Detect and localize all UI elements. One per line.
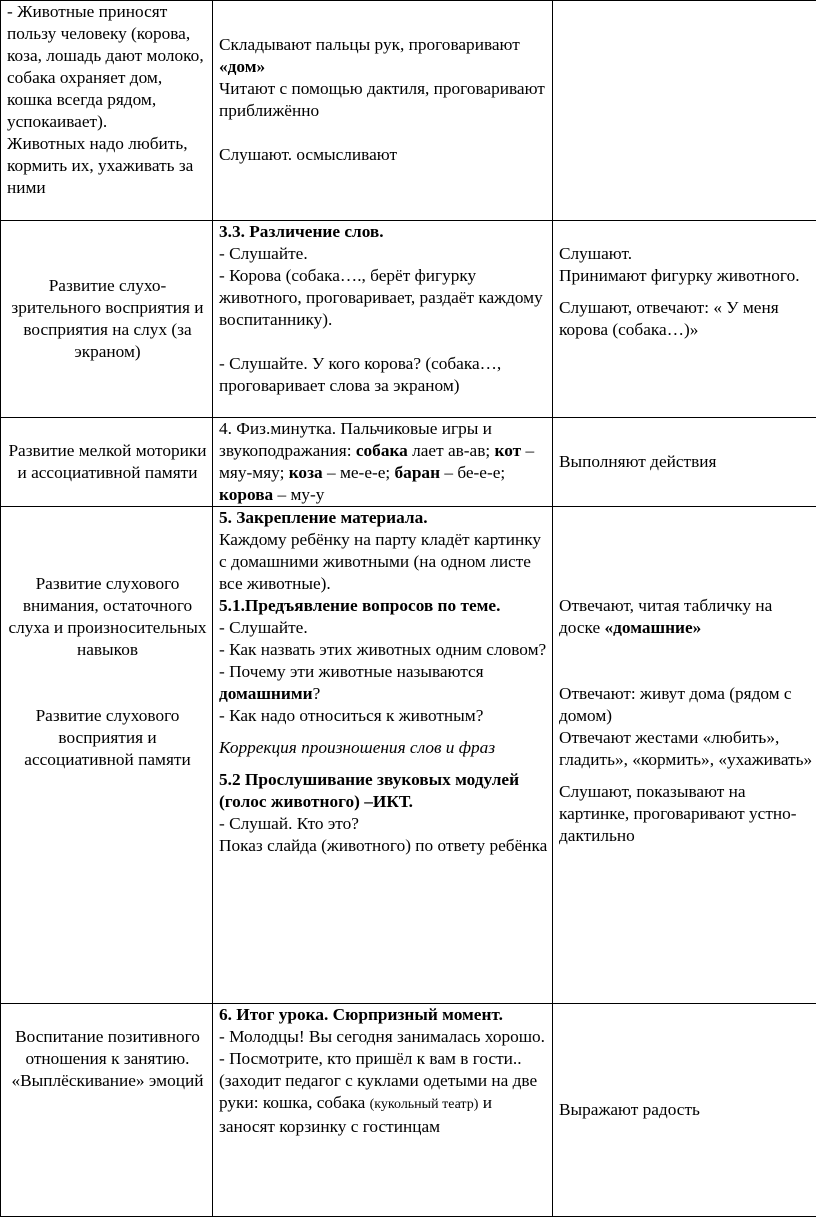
cell-text: - Слушай. Кто это?: [219, 813, 548, 835]
section-heading: [219, 507, 548, 529]
bold-word: «дом»: [219, 57, 265, 76]
text-fragment: Отвечают, читая табличку на доске: [559, 596, 772, 637]
cell-goal: [1, 221, 213, 418]
heading-text: 6. Итог урока. Сюрпризный момент.: [219, 1005, 503, 1024]
table-row: [1, 1, 816, 221]
cell-text: Слушают, показывают на картинке, проговаривают устно-дактильно: [559, 781, 813, 847]
cell-students: [553, 507, 816, 1004]
cell-text: - Как надо относиться к животным?: [219, 705, 548, 727]
text-fragment: Складывают пальцы рук, проговаривают: [219, 35, 520, 54]
heading-text: 5.1.Предъявление вопросов по теме.: [219, 596, 500, 615]
table-row: [1, 1004, 816, 1217]
cell-text: Выражают радость: [559, 1099, 813, 1121]
cell-students: [553, 1, 816, 221]
cell-text: [219, 418, 548, 506]
table-row: [1, 507, 816, 1004]
cell-text: - Слушайте.: [219, 617, 548, 639]
text-fragment: – му-у: [273, 485, 324, 504]
cell-text: [219, 1070, 548, 1138]
cell-text: - Как назвать этих животных одним словом?: [219, 639, 548, 661]
cell-text: Выполняют действия: [559, 451, 813, 473]
cell-text: Отвечают: живут дома (рядом с домом): [559, 683, 813, 727]
cell-text: Животных надо любить, кормить их, ухаживать за ними: [7, 133, 208, 199]
cell-text: Слушают.: [559, 243, 813, 265]
cell-text: Развитие слухового восприятия и ассоциативной памяти: [7, 705, 208, 771]
text-fragment: 4. Физ.минутка. Пальчиковые игры и звукоподражания:: [219, 419, 492, 460]
cell-text: Развитие мелкой моторики и ассоциативной памяти: [7, 440, 208, 484]
text-fragment: – мяу-мяу;: [219, 441, 534, 482]
cell-teacher: [213, 221, 553, 418]
bold-word: коза: [289, 463, 323, 482]
cell-text: - Молодцы! Вы сегодня занималась хорошо.: [219, 1026, 548, 1048]
cell-students: [553, 418, 816, 507]
cell-text: - Слушайте.: [219, 243, 548, 265]
text-fragment-small: (кукольный театр): [370, 1097, 479, 1112]
cell-text: - Животные приносят пользу человеку (корова, коза, лошадь дают молоко, собака охраняет дом, кошка всегда рядом, успокаивает).: [7, 1, 208, 133]
heading-text: 5. Закрепление материала.: [219, 508, 428, 527]
cell-text: Воспитание позитивного отношения к занятию. «Выплёскивание» эмоций: [7, 1026, 208, 1092]
cell-students: [553, 221, 816, 418]
cell-text: Читают с помощью дактиля, проговаривают приближённо: [219, 78, 548, 122]
text-fragment: (заходит педагог с куклами одетыми на две руки: кошка, собака: [219, 1071, 537, 1112]
italic-note: [219, 737, 548, 759]
cell-text: Развитие слухового внимания, остаточного слуха и произносительных навыков: [7, 573, 208, 661]
text-fragment: – ме-е-е;: [323, 463, 395, 482]
cell-teacher: [213, 418, 553, 507]
bold-word: собака: [356, 441, 408, 460]
bold-word: «домашние»: [605, 618, 702, 637]
table-row: [1, 221, 816, 418]
bold-word: баран: [395, 463, 441, 482]
cell-text: Каждому ребёнку на парту кладёт картинку с домашними животными (на одном листе все животные).: [219, 529, 548, 595]
text-fragment: – бе-е-е;: [440, 463, 505, 482]
table-row: [1, 418, 816, 507]
cell-text: Развитие слухо-зрительного восприятия и восприятия на слух (за экраном): [7, 275, 208, 363]
cell-text: Отвечают жестами «любить», гладить», «кормить», «ухаживать»: [559, 727, 813, 771]
cell-text: Слушают. осмысливают: [219, 144, 548, 166]
cell-students: [553, 1004, 816, 1217]
cell-text: Слушают, отвечают: « У меня корова (собака…)»: [559, 297, 813, 341]
bold-word: домашними: [219, 684, 313, 703]
cell-text: [219, 661, 548, 705]
cell-goal: [1, 418, 213, 507]
section-heading: [219, 769, 548, 813]
text-fragment: лает ав-ав;: [408, 441, 495, 460]
cell-goal: [1, 1, 213, 221]
cell-goal: [1, 1004, 213, 1217]
section-heading: [219, 221, 548, 243]
cell-text: Показ слайда (животного) по ответу ребёнка: [219, 835, 548, 857]
cell-text: - Слушайте. У кого корова? (собака…, проговаривает слова за экраном): [219, 353, 548, 397]
text-fragment: ?: [313, 684, 321, 703]
text-fragment: - Почему эти животные называются: [219, 662, 484, 681]
section-heading: [219, 1004, 548, 1026]
cell-teacher: [213, 507, 553, 1004]
heading-text: 5.2 Прослушивание звуковых модулей (голос животного) –ИКТ.: [219, 770, 519, 811]
cell-text: Принимают фигурку животного.: [559, 265, 813, 287]
cell-text: - Посмотрите, кто пришёл к вам в гости..: [219, 1048, 548, 1070]
heading-text: 3.3. Различение слов.: [219, 222, 384, 241]
cell-teacher: [213, 1004, 553, 1217]
cell-goal: [1, 507, 213, 1004]
section-heading: [219, 595, 548, 617]
cell-text: [559, 595, 813, 639]
cell-text: [219, 34, 548, 78]
cell-teacher: [213, 1, 553, 221]
text-fragment: и заносят корзинку с гостинцам: [219, 1093, 492, 1136]
bold-word: корова: [219, 485, 273, 504]
italic-text: Коррекция произношения слов и фраз: [219, 738, 495, 757]
cell-text: - Корова (собака…., берёт фигурку животного, проговаривает, раздаёт каждому воспитаннику).: [219, 265, 548, 331]
bold-word: кот: [495, 441, 522, 460]
